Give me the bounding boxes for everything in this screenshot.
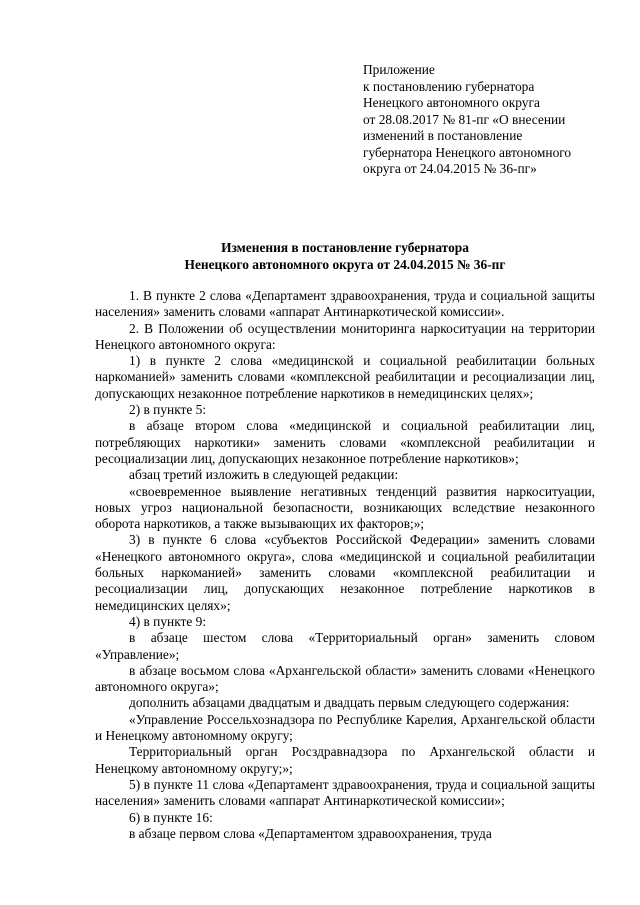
- appendix-line: округа от 24.04.2015 № 36-пг»: [363, 161, 537, 176]
- paragraph: абзац третий изложить в следующей редакции:: [129, 467, 399, 483]
- appendix-line: от 28.08.2017 № 81-пг «О внесении: [363, 111, 566, 127]
- appendix-header: [363, 62, 608, 178]
- paragraph: Территориальный орган Росздравнадзора по Архангельской области и Ненецкому автономному округу;»;: [95, 744, 595, 776]
- paragraph: в абзаце втором слова «медицинской и социальной реабилитации лиц, потребляющих наркотики» заменить словами «комплексной реабилитации и ресоциализации лиц, допускающих незаконное потребление наркотиков»;: [95, 418, 595, 466]
- paragraph: 4) в пункте 9:: [129, 613, 207, 629]
- paragraph: 6) в пункте 16:: [129, 809, 213, 825]
- document-title: [95, 240, 595, 273]
- paragraph: 1) в пункте 2 слова «медицинской и социальной реабилитации больных наркоманией» заменить словами «комплексной реабилитации и ресоциализации лиц, допускающих незаконное потребление наркотиков в немедицинских целях»;: [95, 353, 595, 401]
- paragraph: дополнить абзацами двадцатым и двадцать первым следующего содержания:: [129, 695, 570, 711]
- document-body: [95, 288, 595, 842]
- paragraph: 2) в пункте 5:: [129, 402, 207, 418]
- appendix-line: Приложение: [363, 62, 435, 77]
- paragraph: 2. В Положении об осуществлении мониторинга наркоситуации на территории Ненецкого автономного округа:: [95, 320, 595, 352]
- title-line-2: Ненецкого автономного округа от 24.04.2015 № 36-пг: [184, 256, 506, 272]
- paragraph: 1. В пункте 2 слова «Департамент здравоохранения, труда и социальной защиты населения» заменить словами «аппарат Антинаркотической комиссии».: [95, 288, 595, 320]
- title-line-1: Изменения в постановление губернатора: [221, 240, 469, 255]
- appendix-line: губернатора Ненецкого автономного: [363, 144, 572, 160]
- paragraph: в абзаце восьмом слова «Архангельской области» заменить словами «Ненецкого автономного округа»;: [95, 662, 595, 695]
- paragraph: 5) в пункте 11 слова «Департамент здравоохранения, труда и социальной защиты населения» заменить словами «аппарат Антинаркотической комиссии»;: [95, 776, 595, 809]
- appendix-line: Ненецкого автономного округа: [363, 95, 540, 110]
- paragraph: в абзаце первом слова «Департаментом здравоохранения, труда: [129, 825, 492, 841]
- paragraph: 3) в пункте 6 слова «субъектов Российской Федерации» заменить словами «Ненецкого автономного округа», слова «медицинской и социальной реабилитации больных наркоманией» заменить словами «комплексной реабилитации и ресоциализации лиц, допускающих незаконное потребление наркотиков в немедицинских целях»;: [95, 532, 595, 613]
- appendix-line: изменений в постановление: [363, 128, 523, 143]
- appendix-line: к постановлению губернатора: [363, 78, 535, 94]
- paragraph: «Управление Россельхознадзора по Республике Карелия, Архангельской области и Ненецкому автономному округу;: [95, 711, 595, 744]
- paragraph: «своевременное выявление негативных тенденций развития наркоситуации, новых угроз национальной безопасности, возникающих вследствие незаконного оборота наркотиков, а также вызывающих их факторов;»;: [95, 483, 595, 532]
- paragraph: в абзаце шестом слова «Территориальный орган» заменить словом «Управление»;: [95, 630, 595, 662]
